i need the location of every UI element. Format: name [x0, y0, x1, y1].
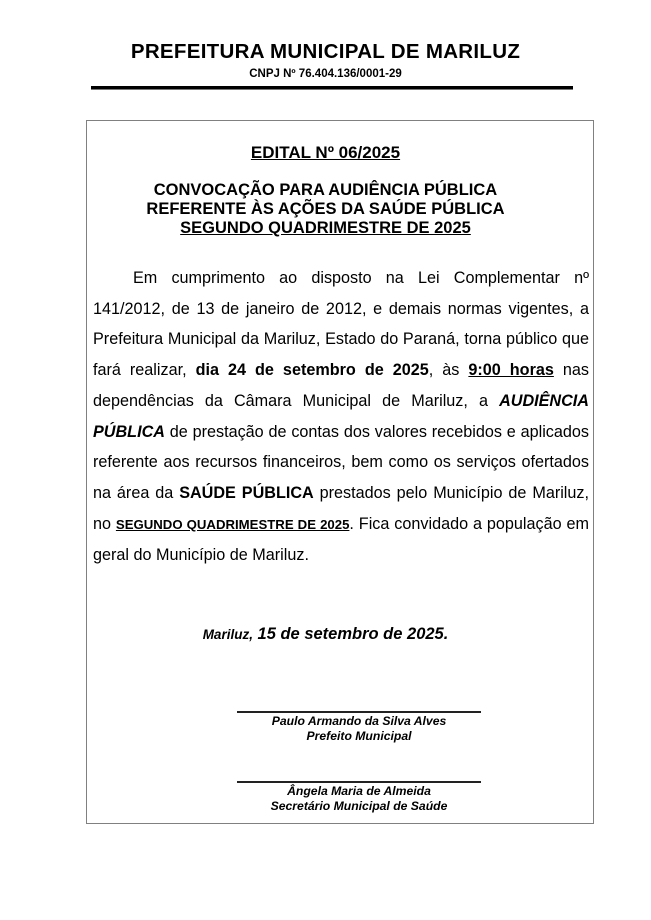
- page-title: PREFEITURA MUNICIPAL DE MARILUZ: [130, 40, 521, 63]
- signer-name: Paulo Armando da Silva Alves: [271, 713, 447, 728]
- closing-city: Mariluz,: [202, 627, 253, 642]
- subtitle-line-3: SEGUNDO QUADRIMESTRE DE 2025: [180, 219, 471, 237]
- body-text-2: , às: [428, 361, 469, 380]
- body-text-6: . Fica convidado a população em geral do Município de Mariluz.: [93, 514, 589, 565]
- edital-body: [93, 263, 589, 571]
- signature-block-mayor: [237, 711, 481, 744]
- subtitle-line-1: CONVOCAÇÃO PARA AUDIÊNCIA PÚBLICA: [153, 181, 498, 199]
- signature-block-secretary: [237, 781, 481, 814]
- event-time: 9:00 horas: [468, 361, 554, 380]
- event-name: AUDIÊNCIA PÚBLICA: [93, 391, 589, 441]
- signature-line: [237, 711, 481, 713]
- header-divider: [91, 86, 573, 90]
- cnpj-text: CNPJ Nº 76.404.136/0001-29: [249, 68, 402, 80]
- event-date: dia 24 de setembro de 2025: [195, 361, 429, 380]
- closing-date-text: 15 de setembro de 2025.: [252, 625, 449, 643]
- subtitle-line-2: REFERENTE ÀS AÇÕES DA SAÚDE PÚBLICA: [146, 200, 505, 218]
- signer-name: Ângela Maria de Almeida: [287, 783, 431, 798]
- edital-number: EDITAL Nº 06/2025: [250, 143, 401, 162]
- closing-date: [0, 624, 651, 645]
- body-text-3: nas dependências da Câmara Municipal de Mariluz, a: [93, 361, 589, 410]
- period-name: SEGUNDO QUADRIMESTRE DE 2025: [115, 516, 350, 532]
- signer-role: Prefeito Municipal: [306, 728, 412, 743]
- body-text-1: Em cumprimento ao disposto na Lei Complementar nº 141/2012, de 13 de janeiro de 2012, e demais normas vigentes, a Prefeitura Municipal da Mariluz, Estado do Paraná, torna público que fará realizar,: [93, 269, 589, 380]
- signer-role: Secretário Municipal de Saúde: [270, 798, 448, 813]
- body-text-4: de prestação de contas dos valores recebidos e aplicados referente aos recursos financeiros, bem como os serviços ofertados na área da: [93, 422, 589, 502]
- signature-line: [237, 781, 481, 783]
- area-name: SAÚDE PÚBLICA: [179, 483, 314, 502]
- edital-subtitle: [0, 181, 651, 238]
- body-text-5: prestados pelo Município de Mariluz, no: [93, 483, 589, 533]
